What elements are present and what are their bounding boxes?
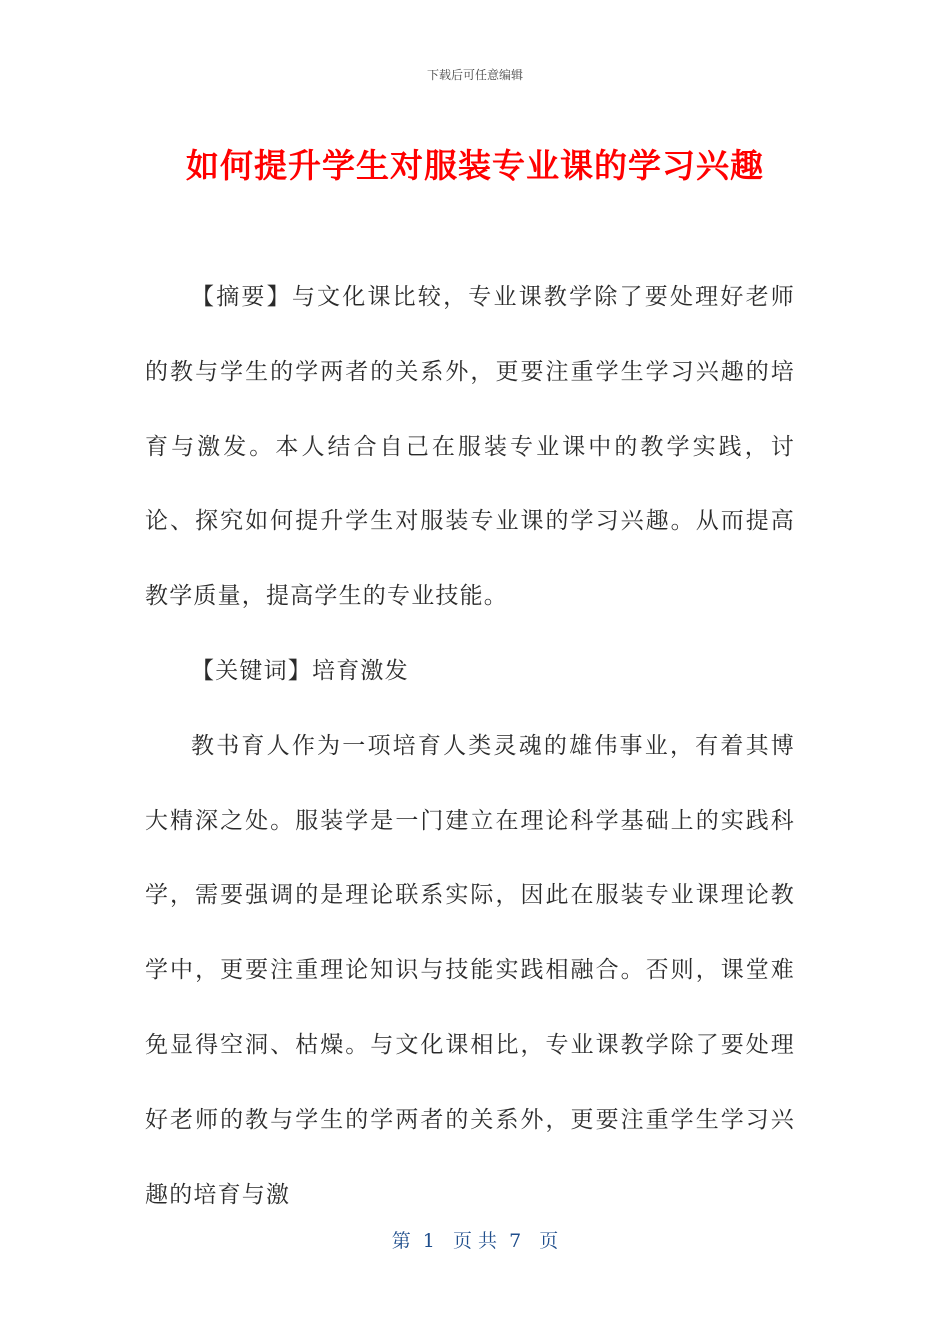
keywords-paragraph: 【关键词】培育激发 [191, 657, 409, 684]
document-body [145, 260, 795, 1232]
abstract-paragraph: 【摘要】与文化课比较，专业课教学除了要处理好老师的教与学生的学两者的关系外，更要注重学生学习兴趣的培育与激发。本人结合自己在服装专业课中的教学实践，讨论、探究如何提升学生对服装专业课的学习兴趣。从而提高教学质量，提高学生的专业技能。 [145, 284, 795, 610]
page-header-note: 下载后可任意编辑 [426, 68, 523, 82]
page-number-footer: 第 1 页 共 7 页 [391, 1230, 559, 1252]
document-title: 如何提升学生对服装专业课的学习兴趣 [186, 146, 764, 185]
body-paragraph: 教书育人作为一项培育人类灵魂的雄伟事业，有着其博大精深之处。服装学是一门建立在理论科学基础上的实践科学，需要强调的是理论联系实际，因此在服装专业课理论教学中，更要注重理论知识与技能实践相融合。否则，课堂难免显得空洞、枯燥。与文化课相比，专业课教学除了要处理好老师的教与学生的学两者的关系外，更要注重学生学习兴趣的培育与激 [145, 732, 795, 1208]
